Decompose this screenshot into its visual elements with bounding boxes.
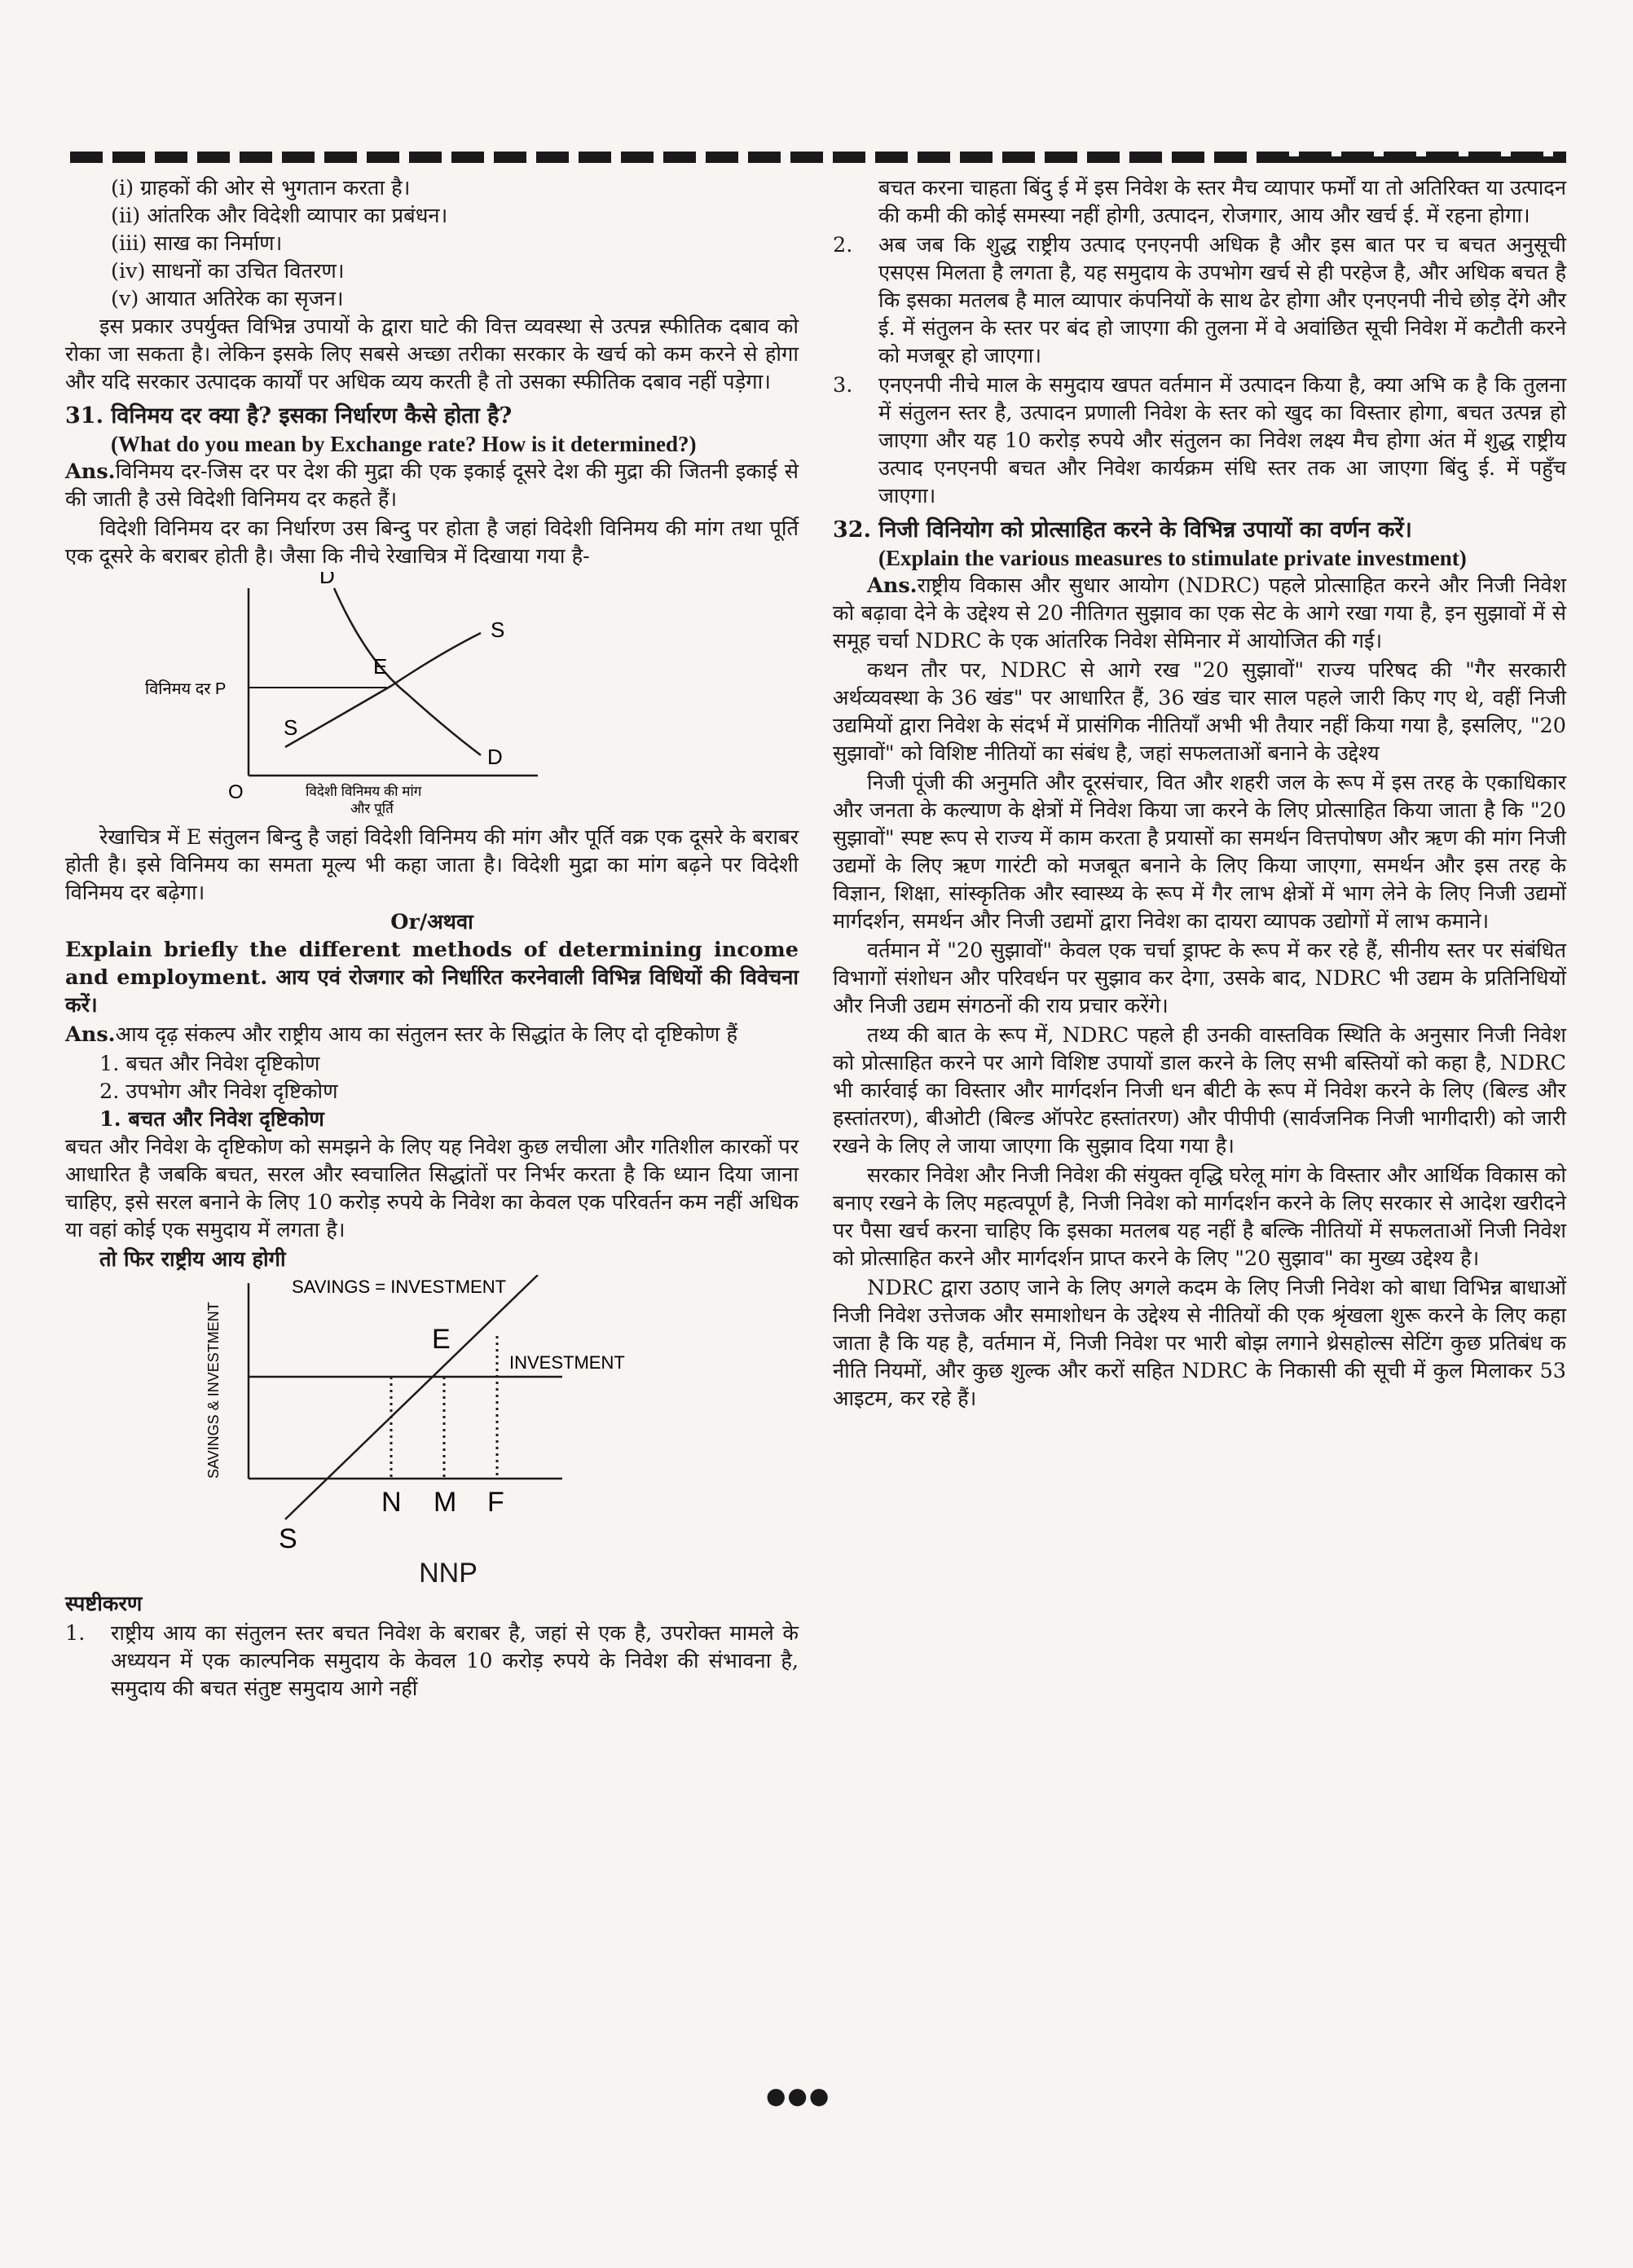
x-axis-label-2: और पूर्ति (350, 801, 394, 816)
answer-label: Ans. (65, 1022, 116, 1047)
paragraph: सरकार निवेश और निजी निवेश की संयुक्त वृद्धि घरेलू मांग के विस्तार और आर्थिक विकास को बनाए रखने के लिए महत्वपूर्ण है, निजी निवेश को मार्गदर्शन करने के लिए सरकार से आदेश खरीदने पर पैसा खर्च करना चाहिए कि इसका मतलब यह नहीं है बल्कि नीतियों में सफलताओं निजी निवेश को प्रोत्साहित करने और मार्गदर्शन प्राप्त करने के लिए "20 सुझाव" का मुख्य उद्देश्य है। (833, 1163, 1566, 1271)
approach-item: 1. बचत और निवेश दृष्टिकोण (99, 1052, 320, 1076)
left-column (65, 174, 799, 1704)
list-item: (v) आयात अतिरेक का सृजन। (111, 287, 344, 311)
question-number: 31. (65, 403, 103, 429)
nnp-label: NNP (419, 1558, 478, 1589)
list-item: (iv) साधनों का उचित वितरण। (111, 259, 345, 284)
answer-label: Ans. (65, 459, 116, 484)
or-divider: Or/अथवा (390, 910, 473, 934)
numbered-item (833, 231, 1566, 370)
paragraph: बचत करना चाहता बिंदु ई में इस निवेश के स्तर मैच व्यापार फर्मों या तो अतिरिक्त या उत्पादन की कमी की कोई समस्या नहीं होगी, उत्पादन, रोजगार, आय और खर्च ई. में रहना होगा। (878, 176, 1566, 228)
item-text: राष्ट्रीय आय का संतुलन स्तर बचत निवेश के बराबर है, जहां से एक है, उपरोक्त मामले के अध्ययन में एक काल्पनिक समुदाय के केवल 10 करोड़ रुपये के निवेश की संभावना है, समुदाय की बचत संतुष्ट समुदाय आगे नहीं (111, 1621, 799, 1701)
list-item: (ii) आंतरिक और विदेशी व्यापार का प्रबंधन। (111, 204, 448, 228)
question-31-english: (What do you mean by Exchange rate? How is it determined?) (111, 432, 697, 456)
section-heading: 1. बचत और निवेश दृष्टिकोण (99, 1107, 324, 1132)
item-number: 1. (65, 1621, 86, 1646)
label-f: F (487, 1487, 504, 1518)
label-d-top: D (319, 572, 335, 588)
label-m: M (434, 1487, 457, 1518)
label-e: E (373, 654, 388, 679)
item-number: 2. (833, 233, 853, 257)
explanation-heading: स्पष्टीकरण (65, 1592, 143, 1616)
numbered-item (833, 371, 1566, 510)
question-32-english: (Explain the various measures to stimulate private investment) (878, 546, 1467, 570)
question-text: निजी विनियोग को प्रोत्साहित करने के विभिन्न उपायों का वर्णन करें। (878, 517, 1412, 543)
answer-text: आय दृढ़ संकल्प और राष्ट्रीय आय का संतुलन स्तर के सिद्धांत के लिए दो दृष्टिकोण हैं (115, 1022, 737, 1047)
question-number: 32. (833, 517, 871, 543)
label-n: N (381, 1487, 402, 1518)
alternate-question: Explain briefly the different methods of determining income and employment. आय एवं रोजगार को निर्धारित करनेवाली विभिन्न विधियों की विवेचना करें। (65, 938, 799, 1018)
exchange-rate-diagram (65, 572, 799, 816)
page-end-marker: ●●● (766, 2082, 831, 2109)
y-axis-label: SAVINGS & INVESTMENT (205, 1302, 222, 1479)
answer-label: Ans. (867, 574, 918, 598)
paragraph: निजी पूंजी की अनुमति और दूरसंचार, वित और शहरी जल के रूप में इस तरह के एकाधिकार और जनता के कल्याण के क्षेत्रों में निवेश किया जा करने के लिए प्रोत्साहित किया जाता है कि "20 सुझावों" स्पष्ट रूप से राज्य में काम करता है प्रयासों का समर्थन वित्तपोषण और ऋण की मांग निजी उद्यमों के लिए ऋण गारंटी को मजबूत बनाने के लिए किया जाएगा, समर्थन और इस तरह के विज्ञान, शिक्षा, सांस्कृतिक और स्वास्थ्य के रूप में गैर लाभ क्षेत्रों में भाग लेने के लिए निजी उद्यमों मार्गदर्शन, समर्थन और निजी उद्यमों द्वारा निवेश का दायरा व्यापक उद्योगों में लाभ कमाने। (833, 771, 1566, 934)
list-item: (iii) साख का निर्माण। (111, 231, 283, 256)
paragraph: तो फिर राष्ट्रीय आय होगी (99, 1247, 286, 1272)
answer-alt (65, 1021, 799, 1048)
answer-32 (833, 572, 1566, 655)
paragraph: इस प्रकार उपर्युक्त विभिन्न उपायों के द्वारा घाटे की वित्त व्यवस्था से उत्पन्न स्फीतिक दबाव को रोका जा सकता है। लेकिन इसके लिए सबसे अच्छा तरीका सरकार के खर्च को कम करने से होगा और यदि सरकार उत्पादक कार्यों पर अधिक व्यय करती है तो उसका स्फीतिक दबाव नहीं पड़ेगा। (65, 314, 799, 394)
label-s-bottom: S (284, 715, 298, 740)
paragraph: वर्तमान में "20 सुझावों" केवल एक चर्चा ड्राफ्ट के रूप में कर रहे हैं, सीनीय स्तर पर संबंधित विभागों संशोधन और परिवर्धन पर सुझाव कर देगा, उसके बाद, NDRC भी उद्यम के प्रतिनिधियों और निजी उद्यम संगठनों की राय प्रचार करेंगे। (833, 938, 1566, 1018)
top-rule-solid (1271, 156, 1566, 163)
paragraph: तथ्य की बात के रूप में, NDRC पहले ही उनकी वास्तविक स्थिति के अनुसार निजी निवेश को प्रोत्साहित करने पर आगे विशिष्ट उपायों डाल करने के लिए सभी बस्तियों को कहा है, NDRC भी कार्रवाई का विस्तार और मार्गदर्शन निजी धन बीटी के रूप में निवेश करने के लिए (बिल्ड और हस्तांतरण), बीओटी (बिल्ड ऑपरेट हस्तांतरण) और पीपीपी (सार्वजनिक निजी भागीदारी) को जारी रखने के लिए ले जाया जाएगा कि सुझाव दिया गया है। (833, 1023, 1566, 1158)
approach-item: 2. उपभोग और निवेश दृष्टिकोण (99, 1079, 338, 1104)
item-number: 3. (833, 373, 853, 398)
item-text: अब जब कि शुद्ध राष्ट्रीय उत्पाद एनएनपी अधिक है और इस बात पर च बचत अनुसूची एसएस मिलता है लगता है, यह समुदाय के उपभोग खर्च से ही परहेज है, और अधिक बचत है कि इसका मतलब है माल व्यापार कंपनियों के साथ ढेर होगा और एनएनपी नीचे छोड़ देंगे और ई. में संतुलन के स्तर पर बंद हो जाएगा की तुलना में वे अवांछित सूची निवेश में कटौती करने को मजबूर हो जाएगा। (878, 233, 1566, 368)
right-column (833, 174, 1566, 1414)
supply-curve (285, 633, 481, 747)
label-s-top: S (491, 618, 505, 642)
paragraph: रेखाचित्र में E संतुलन बिन्दु है जहां विदेशी विनिमय की मांग और पूर्ति वक्र एक दूसरे के बराबर होती है। इसे विनिमय का समता मूल्य भी कहा जाता है। विदेशी मुद्रा का मांग बढ़ने पर विदेशी विनिमय दर बढ़ेगा। (65, 825, 799, 905)
question-31 (65, 402, 799, 430)
explanation-item (65, 1620, 799, 1703)
demand-curve (334, 588, 481, 755)
answer-text: विनिमय दर-जिस दर पर देश की मुद्रा की एक इकाई दूसरे देश की मुद्रा की जितनी इकाई से की जाती है उसे विदेशी विनिमय दर कहते हैं। (65, 459, 799, 512)
question-text: विनिमय दर क्या है? इसका निर्धारण कैसे होता है? (111, 403, 513, 429)
label-p: विनिमय दर P (145, 680, 227, 698)
label-d-bottom: D (487, 745, 503, 769)
label-investment: INVESTMENT (509, 1352, 625, 1373)
label-origin: O (228, 781, 244, 803)
x-axis-label: विदेशी विनिमय की मांग (306, 784, 422, 799)
paragraph: कथन तौर पर, NDRC से आगे रख "20 सुझावों" राज्य परिषद की "गैर सरकारी अर्थव्यवस्था के 36 खंड" पर आधारित हैं, 36 खंड चार साल पहले जारी किए गए थे, वहीं निजी उद्यमियों द्वारा निवेश के संदर्भ में प्रासंगिक नीतियाँ अभी भी तैयार नहीं किया गया है, इसलिए, "20 सुझावों" को विशिष्ट नीतियों का संबंध है, जहां सफलताओं बनाने के उद्देश्य (833, 658, 1566, 766)
answer-31 (65, 458, 799, 513)
answer-text: राष्ट्रीय विकास और सुधार आयोग (NDRC) पहले प्रोत्साहित करने और निजी निवेश को बढ़ावा देने के उद्देश्य से 20 नीतिगत सुझाव का एक सेट के आगे रखा गया है, इन सुझावों में से समूह चर्चा NDRC के एक आंतरिक निवेश सेमिनार में आयोजित की गई। (833, 574, 1566, 653)
paragraph: बचत और निवेश के दृष्टिकोण को समझने के लिए यह निवेश कुछ लचीला और गतिशील कारकों पर आधारित है जबकि बचत, सरल और स्वचालित सिद्धांतों पर निर्भर करता है कि ध्यान दिया जाना चाहिए, इसे सरल बनाने के लिए 10 करोड़ रुपये के निवेश का केवल एक परिवर्तन कम नहीं अधिक या वहां कोई एक समुदाय में लगता है। (65, 1135, 799, 1242)
label-s: S (279, 1523, 297, 1552)
list-item: (i) ग्राहकों की ओर से भुगतान करता है। (111, 176, 411, 200)
savings-line (285, 1275, 538, 1519)
label-savings-eq: SAVINGS = INVESTMENT (292, 1277, 507, 1297)
paragraph: NDRC द्वारा उठाए जाने के लिए अगले कदम के लिए निजी निवेश को बाधा विभिन्न बाधाओं निजी निवेश उत्तेजक और समाशोधन के उद्देश्य से नीतियों की एक श्रृंखला शुरू करने के लिए कहा जाता है कि यह है, वर्तमान में, निजी निवेश पर भारी बोझ लगाने थ्रेसहोल्स सेटिंग कुछ प्रतिबंध क नीति नियमों, और कुछ शुल्क और करों सहित NDRC के निकासी की सूची में कुल मिलाकर 53 आइटम, कर रहे हैं। (833, 1276, 1566, 1411)
question-32 (833, 516, 1566, 544)
paragraph: विदेशी विनिमय दर का निर्धारण उस बिन्दु पर होता है जहां विदेशी विनिमय की मांग तथा पूर्ति एक दूसरे के बराबर होती है। जैसा कि नीचे रेखाचित्र में दिखाया गया है- (65, 516, 799, 569)
savings-investment-diagram (65, 1275, 799, 1552)
label-e: E (432, 1324, 451, 1355)
item-text: एनएनपी नीचे माल के समुदाय खपत वर्तमान में उत्पादन किया है, क्या अभि क है कि तुलना में संतुलन स्तर है, उत्पादन प्रणाली निवेश के स्तर को खुद का विस्तार होगा, बचत उत्पन्न हो जाएगा और यह 10 करोड़ रुपये और संतुलन का निवेश लक्ष्य मैच होगा अंत में शुद्ध राष्ट्रीय उत्पाद एनएनपी बचत और निवेश कार्यक्रम संधि स्तर तक आ जाएगा बिंदु ई. में पहुँच जाएगा। (878, 373, 1566, 508)
